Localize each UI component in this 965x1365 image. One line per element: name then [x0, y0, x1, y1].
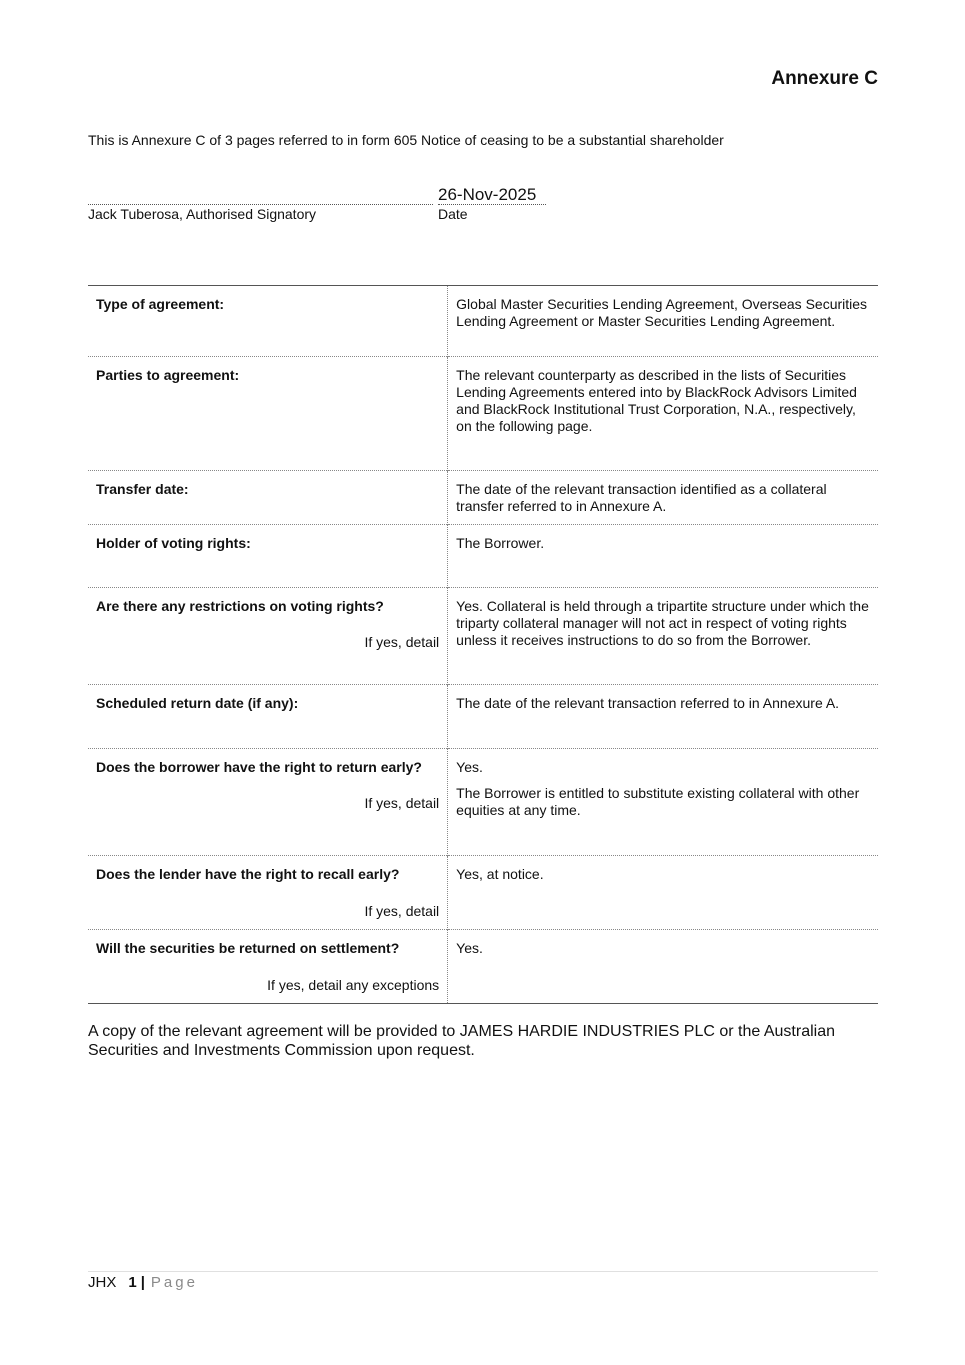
row-detail: If yes, detail [364, 634, 440, 650]
row-question: Does the borrower have the right to return early? If yes, detail [88, 749, 448, 856]
row-detail: If yes, detail any exceptions [267, 977, 440, 993]
signature-line [88, 204, 433, 205]
signatory-name: Jack Tuberosa, Authorised Signatory [88, 206, 317, 222]
row-answer: Yes. [456, 940, 483, 956]
page-title: Annexure C [771, 68, 878, 89]
table-row [88, 588, 878, 685]
row-detail: If yes, detail [364, 903, 440, 919]
row-answer: The date of the relevant transaction referred to in Annexure A. [456, 695, 840, 711]
footer-divider [88, 1271, 878, 1272]
agreement-copy-note: A copy of the relevant agreement will be provided to JAMES HARDIE INDUSTRIES PLC or the Australian Securities and Investments Commission upon request. [88, 1023, 835, 1059]
row-question: Transfer date: [88, 471, 448, 525]
row-question: Type of agreement: [88, 286, 448, 357]
row-question: Scheduled return date (if any): [88, 685, 448, 749]
table-row [88, 930, 878, 1004]
footer-ticker: JHX [88, 1274, 117, 1291]
page-footer [88, 1274, 198, 1291]
page-label: Page [150, 1274, 198, 1291]
row-detail: If yes, detail [364, 795, 440, 811]
table-row [88, 856, 878, 930]
row-answer-detail: The Borrower is entitled to substitute existing collateral with other equities at any time. [456, 785, 860, 818]
row-answer: Yes. The Borrower is entitled to substitute existing collateral with other equities at any time. [448, 749, 878, 856]
intro-text: This is Annexure C of 3 pages referred to in form 605 Notice of ceasing to be a substantial shareholder [88, 132, 724, 148]
table-row [88, 749, 878, 856]
row-question: Will the securities be returned on settlement? If yes, detail any exceptions [88, 930, 448, 1004]
page-number: 1 [128, 1274, 137, 1291]
row-answer: Yes, at notice. [456, 866, 544, 882]
row-question: Holder of voting rights: [88, 525, 448, 588]
date-label: Date [438, 206, 468, 222]
row-answer: Global Master Securities Lending Agreement, Overseas Securities Lending Agreement or Master Securities Lending Agreement. [456, 296, 868, 329]
row-answer: The date of the relevant transaction identified as a collateral transfer referred to in Annexure A. [456, 481, 827, 514]
row-answer: Yes. Collateral is held through a tripartite structure under which the triparty collateral manager will not act in respect of voting rights unless it receives instructions to do so from the Borrower. [456, 598, 869, 648]
row-answer: The relevant counterparty as described in the lists of Securities Lending Agreements entered into by BlackRock Advisors Limited and BlackRock Institutional Trust Corporation, N.A., respectively, on the following page. [456, 367, 857, 434]
signature-date-value: 26-Nov-2025 [438, 186, 546, 205]
table-row [88, 525, 878, 588]
row-question: Parties to agreement: [88, 357, 448, 471]
table-row [88, 286, 878, 357]
table-row [88, 685, 878, 749]
row-answer: The Borrower. [456, 535, 545, 551]
table-row [88, 357, 878, 471]
row-question: Does the lender have the right to recall early? If yes, detail [88, 856, 448, 930]
agreement-table [88, 285, 878, 1004]
page-separator: | [140, 1274, 145, 1291]
table-row [88, 471, 878, 525]
row-question: Are there any restrictions on voting rights? If yes, detail [88, 588, 448, 685]
